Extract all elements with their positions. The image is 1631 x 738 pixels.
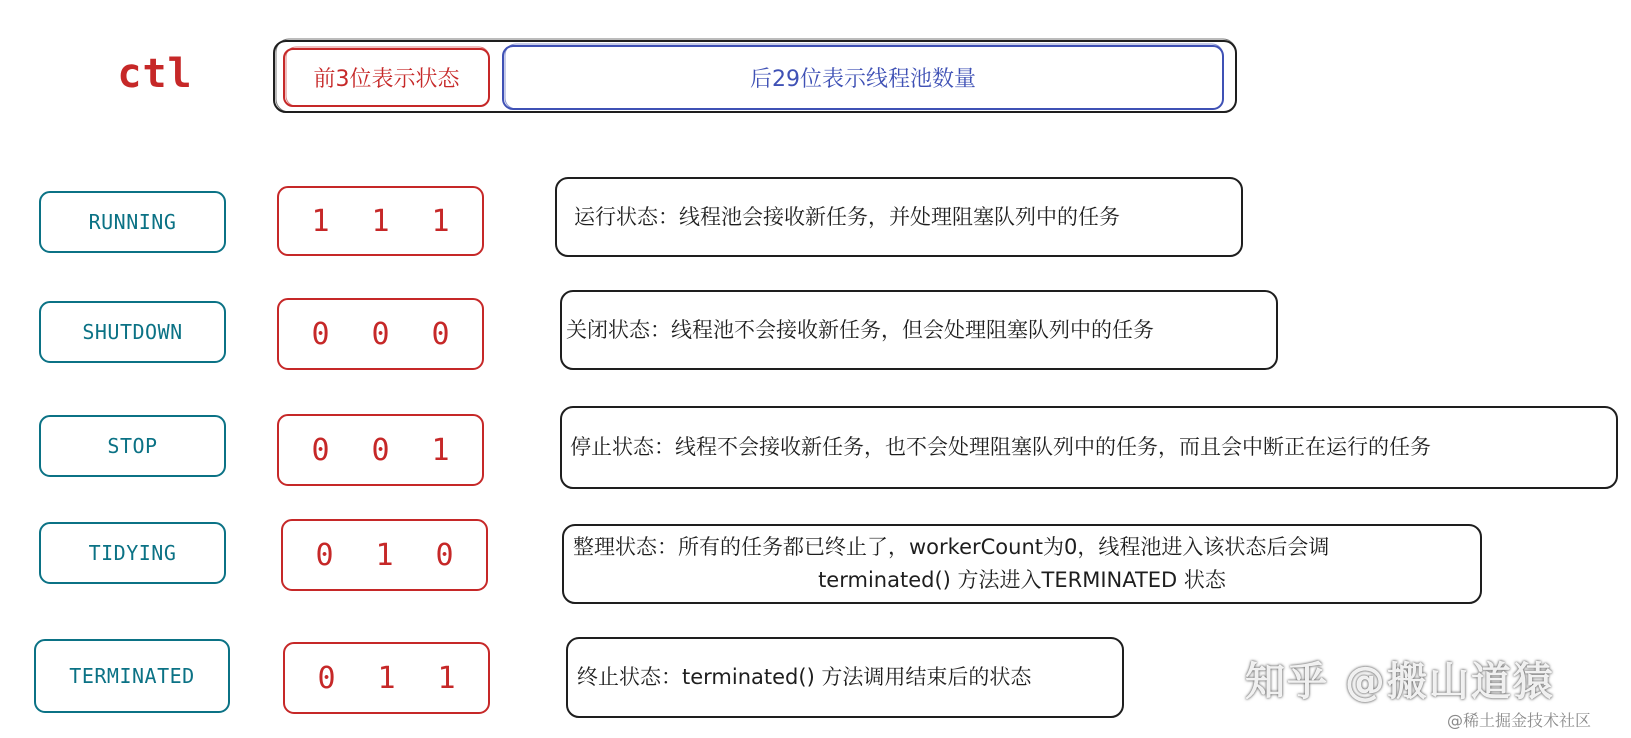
bit: 0 (435, 537, 454, 573)
bit: 1 (371, 203, 390, 239)
bits-tidying (282, 520, 487, 590)
bits-running (278, 187, 483, 255)
ctl-prefix-label: 前3位表示状态 (313, 67, 460, 92)
state-name-shutdown: SHUTDOWN (82, 320, 183, 344)
bit: 0 (315, 537, 334, 573)
ctl-suffix-label: 后29位表示线程池数量 (750, 67, 976, 92)
bit: 0 (311, 316, 330, 352)
state-name-terminated: TERMINATED (69, 664, 195, 688)
bits-shutdown (278, 299, 483, 369)
state-name-tidying: TIDYING (88, 541, 177, 565)
ctl-title: ctl (117, 51, 193, 97)
bits-stop (278, 415, 483, 485)
description-terminated: 终止状态：terminated() 方法调用结束后的状态 (577, 665, 1032, 689)
bit: 1 (311, 203, 330, 239)
state-name-stop: STOP (107, 434, 158, 458)
bit: 0 (317, 660, 336, 696)
bit: 1 (377, 660, 396, 696)
bit: 0 (431, 316, 450, 352)
description-tidying-line2: terminated() 方法进入TERMINATED 状态 (818, 568, 1226, 592)
bit: 0 (311, 432, 330, 468)
bit: 1 (437, 660, 456, 696)
source-label: @稀土掘金技术社区 (1447, 711, 1592, 730)
zhihu-watermark: 知乎 @搬山道猿 (1245, 659, 1555, 705)
bit: 0 (371, 316, 390, 352)
bits-terminated (284, 643, 489, 713)
bit: 0 (371, 432, 390, 468)
bit: 1 (431, 203, 450, 239)
bit: 1 (431, 432, 450, 468)
state-name-running: RUNNING (88, 210, 177, 234)
description-stop: 停止状态：线程不会接收新任务，也不会处理阻塞队列中的任务，而且会中断正在运行的任务 (570, 435, 1431, 459)
description-tidying-line1: 整理状态：所有的任务都已终止了，workerCount为0，线程池进入该状态后会调 (573, 535, 1330, 559)
description-shutdown: 关闭状态：线程池不会接收新任务，但会处理阻塞队列中的任务 (566, 318, 1154, 342)
description-running: 运行状态：线程池会接收新任务，并处理阻塞队列中的任务 (574, 205, 1120, 229)
bit: 1 (375, 537, 394, 573)
